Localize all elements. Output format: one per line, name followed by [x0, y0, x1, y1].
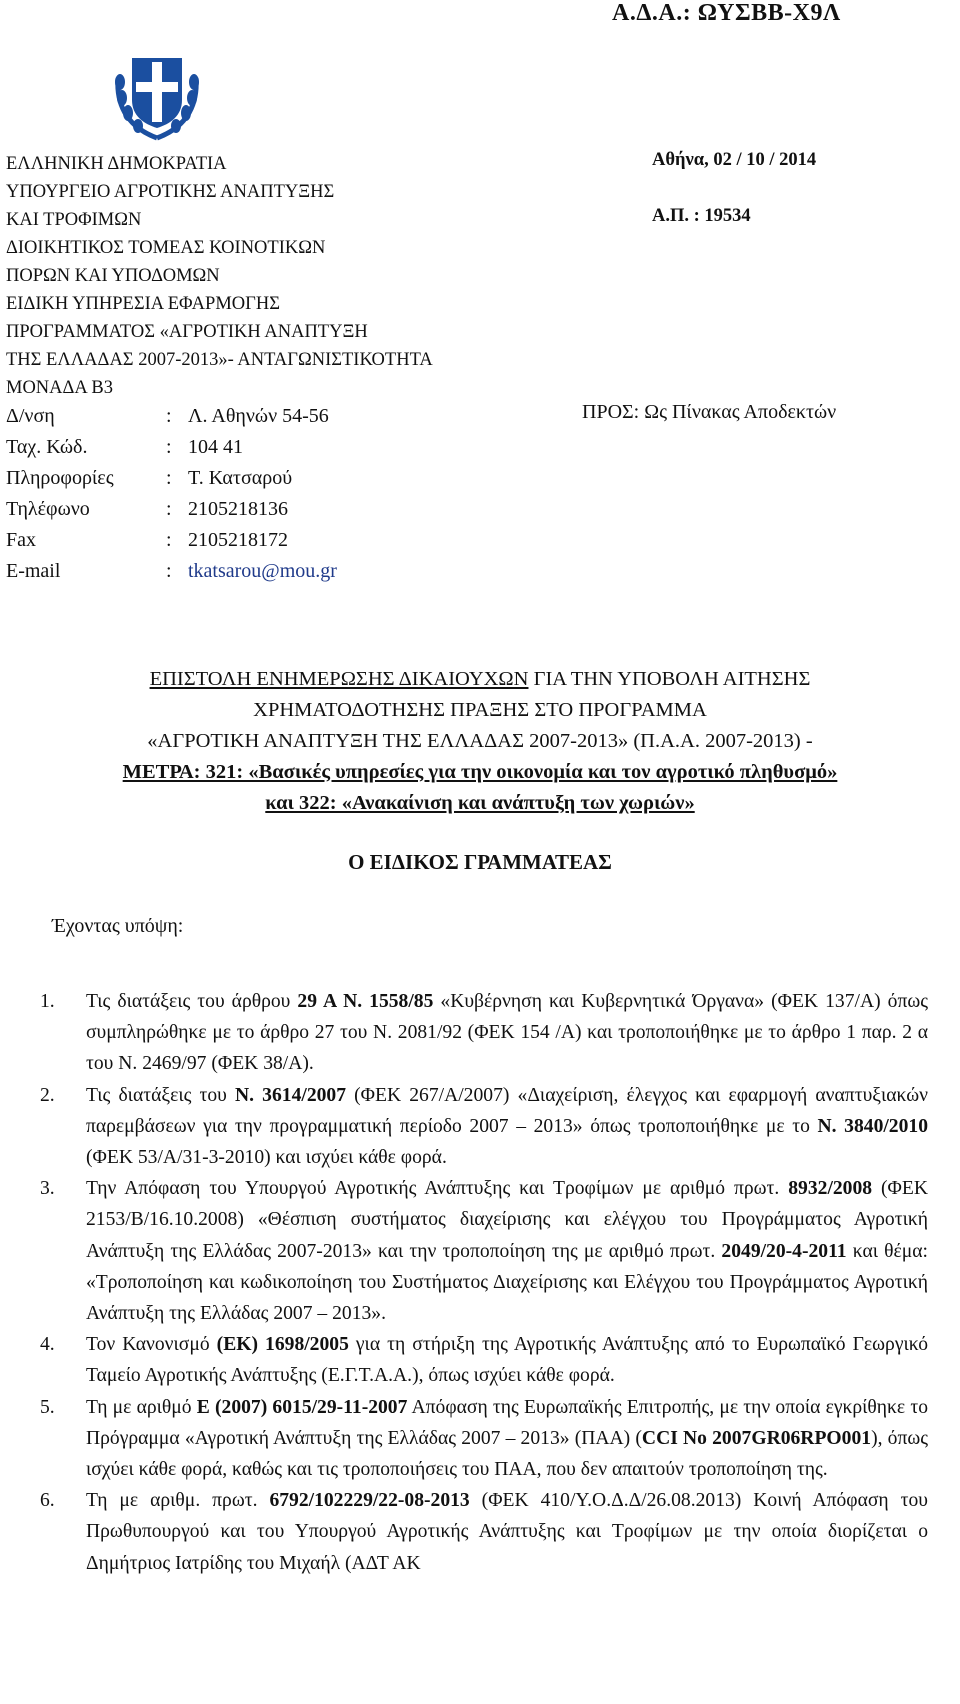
- list-item-text: [86, 986, 928, 1080]
- legal-reference: (ΕΚ) 1698/2005: [216, 1334, 349, 1356]
- text-run: (ΦΕΚ 53/Α/31-3-2010) και ισχύει κάθε φορά.: [86, 1147, 447, 1169]
- contact-colon: :: [166, 467, 172, 489]
- legal-reference: Ε (2007) 6015/29-11-2007: [196, 1396, 408, 1418]
- issuer-line: ΠΡΟΓΡΑΜΜΑΤΟΣ «ΑΓΡΟΤΙΚΗ ΑΝΑΠΤΥΞΗ: [6, 322, 368, 342]
- contact-row: [6, 463, 337, 494]
- text-run: «Κυβέρνηση και Κυβερνητικά Όργανα» (ΦΕΚ 137/Α) όπως συμπληρώθηκε με το άρθρο 27 του Ν. 2081/92 (ΦΕΚ 154 /Α) και τροποποιήθηκε με το άρθρο 1 παρ. 2 α του Ν. 2469/97 (ΦΕΚ 38/Α).: [86, 991, 928, 1075]
- text-run: Τις διατάξεις του: [86, 1084, 235, 1106]
- list-item: [40, 986, 928, 1080]
- contact-row: [6, 432, 337, 463]
- legal-reference: 2049/20-4-2011: [721, 1240, 847, 1262]
- email-link[interactable]: tkatsarou@mou.gr: [188, 560, 337, 582]
- considerations-list: [40, 986, 928, 1579]
- letter-title: [0, 664, 960, 819]
- text-run: (ΦΕΚ 2153/Β/16.10.2008) «Θέσπιση συστήματος διαχείρισης και ελέγχου του Προγράμματος Αγροτική Ανάπτυξη της Ελλάδας 2007-2013» και την τροποποίηση της με αριθμό πρωτ.: [86, 1178, 928, 1262]
- list-item-text: [86, 1173, 928, 1329]
- list-item: [40, 1080, 928, 1174]
- issuer-line: ΔΙΟΙΚΗΤΙΚΟΣ ΤΟΜΕΑΣ ΚΟΙΝΟΤΙΚΩΝ: [6, 238, 326, 258]
- issuer-line: ΠΟΡΩΝ ΚΑΙ ΥΠΟΔΟΜΩΝ: [6, 266, 220, 286]
- considering-label: Έχοντας υπόψη:: [52, 915, 184, 937]
- list-item-text: [86, 1329, 928, 1391]
- text-run: για τη στήριξη της Αγροτικής Ανάπτυξης από το Ευρωπαϊκό Γεωργικό Ταμείο Αγροτικής Ανάπτυξης (Ε.Γ.Τ.Α.Α.), όπως ισχύει κάθε φορά.: [86, 1334, 928, 1387]
- text-run: ), όπως ισχύει κάθε φορά, καθώς και τις τροποποιήσεις του ΠΑΑ, που δεν απαιτούν τροποποίηση της.: [86, 1427, 929, 1481]
- contact-row: [6, 556, 337, 587]
- protocol-value: 19534: [704, 206, 751, 226]
- protocol-number: [652, 206, 751, 227]
- list-item-text: [86, 1485, 928, 1579]
- issuer-line: ΚΑΙ ΤΡΟΦΙΜΩΝ: [6, 210, 142, 230]
- list-item-number: 1.: [40, 991, 55, 1012]
- text-run: Τις διατάξεις του άρθρου: [86, 991, 298, 1012]
- contact-colon: :: [166, 498, 172, 520]
- text-run: Τη με αριθμό: [86, 1396, 197, 1418]
- issuer-line: ΥΠΟΥΡΓΕΙΟ ΑΓΡΟΤΙΚΗΣ ΑΝΑΠΤΥΞΗΣ: [6, 182, 335, 202]
- text-run: και θέμα: «Τροποποίηση και κωδικοποίηση του Συστήματος Διαχείρισης και Ελέγχου του Προγράμματος Αγροτική Ανάπτυξη της Ελλάδας 2007 – 2013».: [86, 1240, 928, 1325]
- title-line: ΧΡΗΜΑΤΟΔΟΤΗΣΗΣ ΠΡΑΞΗΣ ΣΤΟ ΠΡΟΓΡΑΜΜΑ: [253, 699, 707, 721]
- list-item: [40, 1329, 928, 1391]
- issuer-block: [6, 150, 433, 402]
- legal-reference: 29 Α Ν. 1558/85: [297, 991, 434, 1012]
- issuer-line: ΕΙΔΙΚΗ ΥΠΗΡΕΣΙΑ ΕΦΑΡΜΟΓΗΣ: [6, 294, 280, 314]
- contact-row: [6, 401, 337, 432]
- text-run: Τον Κανονισμό: [86, 1334, 217, 1356]
- contact-value: 2105218172: [188, 529, 288, 551]
- contact-row: [6, 494, 337, 525]
- contact-colon: :: [166, 405, 172, 427]
- legal-reference: 6792/102229/22-08-2013: [269, 1490, 470, 1512]
- legal-reference: CCI No 2007GR06RPO001: [641, 1427, 872, 1449]
- text-run: Απόφαση της Ευρωπαϊκής Επιτροπής, με την οποία εγκρίθηκε το Πρόγραμμα «Αγροτική Ανάπτυξη της Ελλάδας 2007 – 2013» (ΠΑΑ) (: [86, 1396, 929, 1449]
- text-run: Τη με αριθμ. πρωτ.: [86, 1490, 270, 1512]
- list-item-number: 4.: [40, 1334, 55, 1356]
- contact-block: [6, 401, 337, 587]
- list-item-text: [86, 1080, 928, 1174]
- list-item: [40, 1173, 928, 1329]
- list-item-number: 5.: [40, 1396, 55, 1418]
- contact-key: Ταχ. Κώδ.: [6, 436, 88, 458]
- protocol-label: Α.Π. :: [652, 206, 700, 226]
- contact-key: E-mail: [6, 560, 61, 582]
- contact-colon: :: [166, 560, 172, 582]
- contact-key: Fax: [6, 529, 36, 551]
- list-item: [40, 1485, 928, 1579]
- list-item-text: [86, 1392, 928, 1486]
- contact-key: Πληροφορίες: [6, 467, 114, 489]
- contact-value: 2105218136: [188, 498, 288, 520]
- contact-colon: :: [166, 529, 172, 551]
- text-run: (ΦΕΚ 267/Α/2007) «Διαχείριση, έλεγχος και εφαρμογή αναπτυξιακών παρεμβάσεων για την προγραμματική περίοδο 2007 – 2013» όπως τροποποιήθηκε με το: [86, 1084, 929, 1137]
- contact-value: Τ. Κατσαρού: [188, 467, 293, 489]
- contact-value: 104 41: [188, 436, 243, 458]
- contact-key: Τηλέφωνο: [6, 498, 90, 520]
- list-item-number: 3.: [40, 1178, 55, 1200]
- recipient-line: ΠΡΟΣ: Ως Πίνακας Αποδεκτών: [582, 401, 837, 423]
- list-item-number: 2.: [40, 1084, 55, 1106]
- measures-line: ΜΕΤΡΑ: 321: «Βασικές υπηρεσίες για την οικονομία και τον αγροτικό πληθυσμό»: [122, 761, 838, 783]
- title-line: ΓΙΑ ΤΗΝ ΥΠΟΒΟΛΗ ΑΙΤΗΣΗΣ: [528, 668, 811, 690]
- greek-emblem-icon: [110, 48, 204, 144]
- text-run: Την Απόφαση του Υπουργού Αγροτικής Ανάπτυξης και Τροφίμων με αριθμό πρωτ.: [86, 1178, 789, 1200]
- list-item: [40, 1392, 928, 1486]
- document-date: Αθήνα, 02 / 10 / 2014: [652, 150, 817, 170]
- legal-reference: Ν. 3614/2007: [235, 1084, 347, 1106]
- contact-key: Δ/νση: [6, 405, 55, 427]
- legal-reference: Ν. 3840/2010: [817, 1115, 928, 1137]
- contact-row: [6, 525, 337, 556]
- contact-value: Λ. Αθηνών 54-56: [188, 405, 329, 427]
- issuer-line: ΕΛΛΗΝΙΚΗ ΔΗΜΟΚΡΑΤΙΑ: [6, 154, 227, 174]
- secretary-heading: Ο ΕΙΔΙΚΟΣ ΓΡΑΜΜΑΤΕΑΣ: [348, 850, 612, 874]
- issuer-line: ΤΗΣ ΕΛΛΑΔΑΣ 2007-2013»- ΑΝΤΑΓΩΝΙΣΤΙΚΟΤΗΤΑ: [6, 350, 433, 370]
- list-item-number: 6.: [40, 1490, 55, 1512]
- contact-colon: :: [166, 436, 172, 458]
- measures-line: και 322: «Ανακαίνιση και ανάπτυξη των χωριών»: [265, 792, 695, 814]
- ada-code: Α.Δ.Α.: ΩΥΣΒΒ-Χ9Λ: [612, 0, 841, 26]
- legal-reference: 8932/2008: [788, 1178, 873, 1200]
- title-underlined: ΕΠΙΣΤΟΛΗ ΕΝΗΜΕΡΩΣΗΣ ΔΙΚΑΙΟΥΧΩΝ: [149, 668, 529, 690]
- title-line: «ΑΓΡΟΤΙΚΗ ΑΝΑΠΤΥΞΗ ΤΗΣ ΕΛΛΑΔΑΣ 2007-2013» (Π.Α.Α. 2007-2013) -: [147, 730, 813, 752]
- issuer-line: ΜΟΝΑΔΑ Β3: [6, 378, 113, 398]
- text-run: (ΦΕΚ 410/Υ.Ο.Δ.Δ/26.08.2013) Κοινή Απόφαση του Πρωθυπουργού και του Υπουργού Αγροτικής Ανάπτυξης και Τροφίμων με την οποία διορίζεται ο Δημήτριος Ιατρίδης του Μιχαήλ (ΑΔΤ ΑΚ: [86, 1490, 928, 1574]
